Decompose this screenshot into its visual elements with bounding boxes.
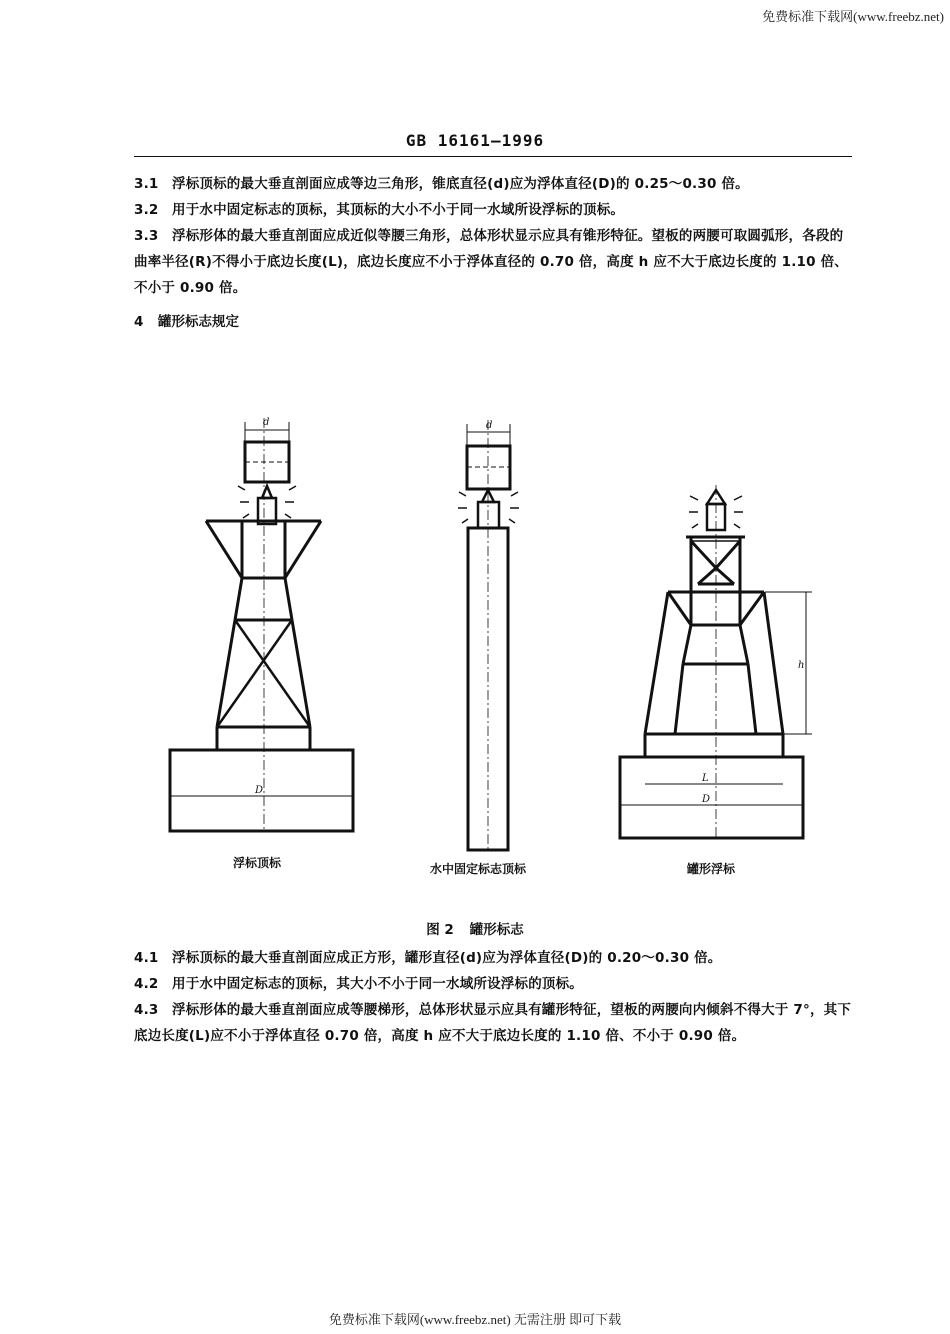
paragraph-number: 3.3 <box>134 228 159 244</box>
dimension-h-label: h <box>798 660 805 671</box>
figure-title-text: 罐形标志 <box>469 922 524 938</box>
section-title: 罐形标志规定 <box>158 314 239 330</box>
dimension-L-label: L <box>702 773 709 784</box>
paragraph-4-1 <box>134 945 854 971</box>
watermark-top: 免费标准下载网(www.freebz.net) <box>762 9 944 24</box>
paragraph-4-2 <box>134 971 854 997</box>
watermark-bottom: 免费标准下载网(www.freebz.net) 无需注册 即可下载 <box>328 1312 622 1327</box>
standard-number-header: GB 16161—1996 <box>405 131 545 150</box>
dimension-d-label: d <box>486 420 493 431</box>
paragraph-text: 浮标顶标的最大垂直剖面应成等边三角形，锥底直径(d)应为浮体直径(D)的 0.25～0.30 倍。 <box>172 176 749 192</box>
paragraph-text: 浮标形体的最大垂直剖面应成近似等腰三角形，总体形状显示应具有锥形特征。望板的两腰可取圆弧形，各段的曲率半径(R)不得小于底边长度(L)，底边长度应不小于浮体直径的 0.70 倍，高度 h 应不大于底边长度的 1.10 倍、不小于 0.90 倍。 <box>134 228 849 296</box>
paragraph-text: 浮标形体的最大垂直剖面应成等腰梯形，总体形状显示应具有罐形特征，望板的两腰向内倾斜不得大于 7°，其下底边长度(L)应不小于浮体直径 0.70 倍，高度 h 应不大于底边长度的 1.10 倍、不小于 0.90 倍。 <box>134 1002 852 1044</box>
paragraph-number: 4.2 <box>134 976 159 992</box>
can-buoy-drawing <box>620 485 812 838</box>
caption-fixed-mark-topmark: 水中固定标志顶标 <box>429 862 526 876</box>
paragraph-number: 4.3 <box>134 1002 159 1018</box>
fixed-mark-topmark-drawing <box>458 420 519 850</box>
buoy-topmark-drawing <box>170 417 353 831</box>
caption-can-buoy: 罐形浮标 <box>686 862 735 876</box>
paragraph-text: 浮标顶标的最大垂直剖面应成正方形，罐形直径(d)应为浮体直径(D)的 0.20～0.30 倍。 <box>172 950 722 966</box>
paragraph-number: 3.2 <box>134 202 159 218</box>
paragraph-text: 用于水中固定标志的顶标，其顶标的大小不小于同一水域所设浮标的顶标。 <box>172 202 625 218</box>
caption-buoy-topmark: 浮标顶标 <box>232 856 281 870</box>
dimension-d-label: d <box>263 417 270 428</box>
paragraph-number: 4.1 <box>134 950 159 966</box>
figure-title <box>0 918 950 938</box>
paragraph-text: 用于水中固定标志的顶标，其大小不小于同一水域所设浮标的顶标。 <box>172 976 583 992</box>
paragraph-4-3 <box>134 997 854 1049</box>
paragraph-number: 3.1 <box>134 176 159 192</box>
figure-label: 图 2 <box>426 922 454 938</box>
dimension-D-label: D <box>255 785 264 796</box>
dimension-D-label: D <box>702 794 711 805</box>
section-number: 4 <box>134 314 144 330</box>
